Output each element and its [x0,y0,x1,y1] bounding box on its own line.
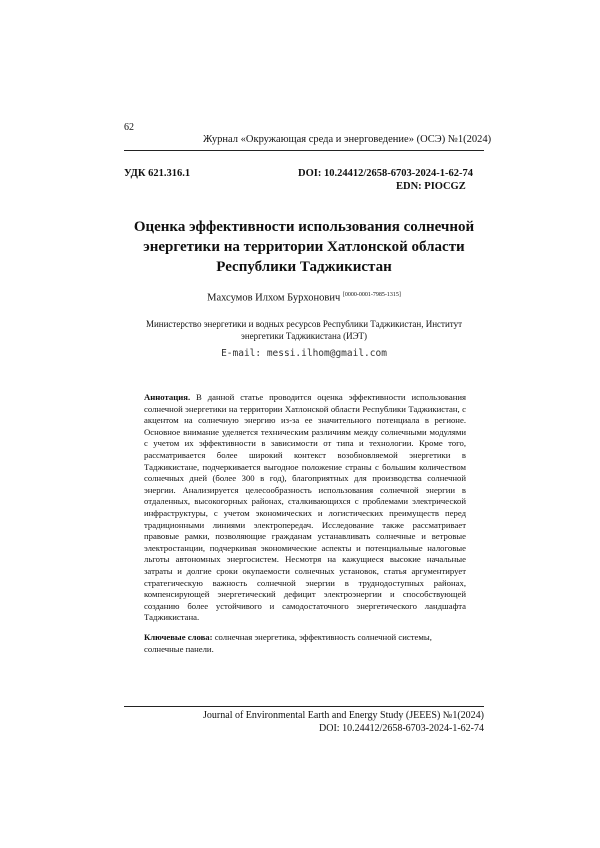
keywords [144,632,466,655]
footer [124,709,484,735]
author-email[interactable]: E-mail: messi.ilhom@gmail.com [221,348,387,359]
keywords-text: солнечная энергетика, эффективность солнечной системы, солнечные панели. [144,632,432,654]
running-header: Журнал «Окружающая среда и энерговедение» (ОСЭ) №1(2024) [203,134,492,145]
author-name: Махсумов Илхом Бурхонович [207,292,341,304]
footer-rule [124,706,484,707]
article-title: Оценка эффективности использования солнечной энергетики на территории Хатлонской области Республики Таджикистан [133,219,475,275]
abstract-text: В данной статье проводится оценка эффективности использования солнечной энергетики на территории Хатлонской области Республики Таджикистан, с акцентом на солнечную энергию из-за ее значительного потенциала в регионе. Основное внимание уделяется техническим различиям между солнечными модулями с учетом их эффективности в зависимости от типа и технологии. Кроме того, рассматривается более широкий контекст возобновляемой энергетики в Таджикистане, подчеркивается выгодное положение страны с большим количеством солнечных дней (более 300 в год), благоприятных для производства солнечной энергии. Анализируется целесообразность использования солнечной энергии в отдаленных, высокогорных районах, сталкивающихся с проблемами электрической инфраструктуры, с учетом экономических и логистических преимуществ перед традиционными линиями электропередач. Исследование также рассматривает правовые рамки, позволяющие гражданам устанавливать солнечные и ветровые электростанции, подчеркивая экономические аспекты и потенциальные налоговые льготы автономных энергосистем. Несмотря на кажущиеся высокие начальные затраты и долгие сроки окупаемости солнечных установок, статья аргументирует стратегическую важность солнечной энергии в труднодоступных районах, компенсирующей энергетический дефицит электроэнергии и способствующей созданию более устойчивого и самодостаточного энергетического ландшафта Таджикистана. [144,392,466,623]
footer-journal: Journal of Environmental Earth and Energy Study (JEEES) №1(2024) [203,710,484,721]
header-rule [124,150,484,151]
keywords-label: Ключевые слова: [144,632,213,642]
udk-code: УДК 621.316.1 [124,168,191,179]
footer-doi: DOI: 10.24412/2658-6703-2024-1-62-74 [319,723,484,734]
edn: EDN: PIOCGZ [396,181,466,192]
abstract [144,392,466,624]
page-number: 62 [124,122,134,133]
abstract-label: Аннотация. [144,392,191,402]
author-line [124,292,484,304]
author-affiliation: Министерство энергетики и водных ресурсов Республики Таджикистан, Институт энергетики Таджикистана (ИЭТ) [145,319,463,341]
doi: DOI: 10.24412/2658-6703-2024-1-62-74 [298,168,473,179]
author-orcid: [0000-0001-7985-1315] [342,292,401,298]
